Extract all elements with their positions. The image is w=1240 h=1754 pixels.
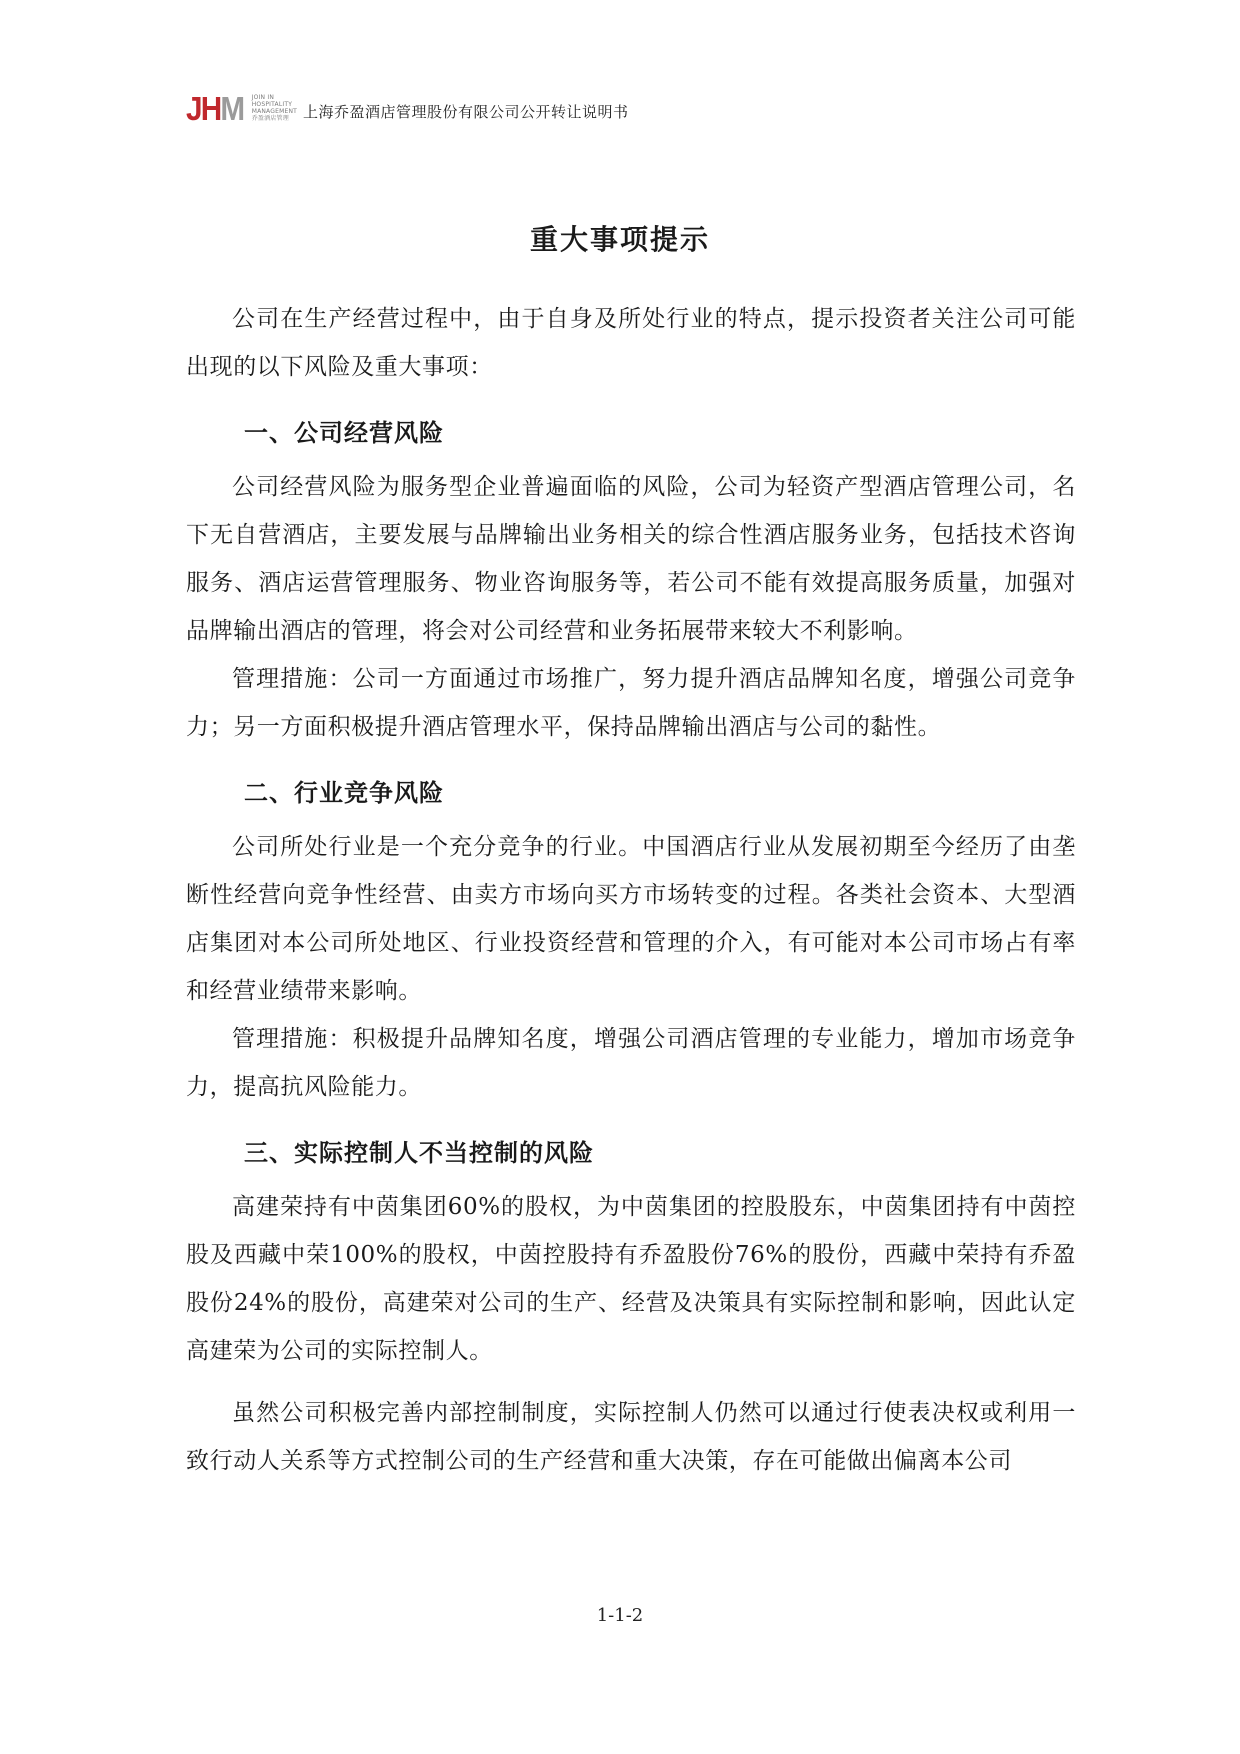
logo-text: JHM bbox=[186, 89, 244, 127]
page-title: 重大事项提示 bbox=[529, 223, 710, 256]
logo-subtext bbox=[252, 94, 297, 122]
section-control-risk bbox=[186, 1129, 1076, 1485]
logo-sub-line: HOSPITALITY bbox=[251, 101, 293, 108]
section-competition-risk bbox=[186, 769, 1076, 1111]
section-paragraph: 管理措施：积极提升品牌知名度，增强公司酒店管理的专业能力，增加市场竞争力，提高抗风险能力。 bbox=[186, 1026, 1076, 1100]
page-number: 1-1-2 bbox=[596, 1605, 644, 1626]
document-body bbox=[186, 295, 1076, 1485]
section-paragraph: 高建荣持有中茵集团60%的股权，为中茵集团的控股股东，中茵集团持有中茵控股及西藏中荣100%的股权，中茵控股持有乔盈股份76%的股份，西藏中荣持有乔盈股份24%的股份，高建荣对公司的生产、经营及决策具有实际控制和影响，因此认定高建荣为公司的实际控制人。 bbox=[186, 1194, 1076, 1364]
page-header bbox=[186, 88, 629, 128]
header-title: 上海乔盈酒店管理股份有限公司公开转让说明书 bbox=[303, 102, 629, 121]
section-paragraph: 管理措施：公司一方面通过市场推广，努力提升酒店品牌知名度，增强公司竞争力；另一方面积极提升酒店管理水平，保持品牌输出酒店与公司的黏性。 bbox=[186, 666, 1076, 740]
section-paragraph: 公司所处行业是一个充分竞争的行业。中国酒店行业从发展初期至今经历了由垄断性经营向竞争性经营、由卖方市场向买方市场转变的过程。各类社会资本、大型酒店集团对本公司所处地区、行业投资经营和管理的介入，有可能对本公司市场占有率和经营业绩带来影响。 bbox=[186, 834, 1076, 1004]
section-heading: 一、公司经营风险 bbox=[244, 419, 444, 447]
intro-paragraph: 公司在生产经营过程中，由于自身及所处行业的特点，提示投资者关注公司可能出现的以下风险及重大事项： bbox=[186, 306, 1076, 380]
section-heading: 三、实际控制人不当控制的风险 bbox=[244, 1139, 594, 1167]
section-paragraph: 虽然公司积极完善内部控制制度，实际控制人仍然可以通过行使表决权或利用一致行动人关系等方式控制公司的生产经营和重大决策，存在可能做出偏离本公司 bbox=[186, 1400, 1076, 1474]
company-logo bbox=[186, 89, 244, 127]
logo-sub-line: 乔盈酒店管理 bbox=[251, 115, 289, 122]
section-operating-risk bbox=[186, 409, 1076, 751]
section-heading: 二、行业竞争风险 bbox=[244, 779, 444, 807]
logo-sub-line: JOIN IN bbox=[251, 94, 275, 101]
paragraph-gap bbox=[186, 1375, 1076, 1389]
section-paragraph: 公司经营风险为服务型企业普遍面临的风险，公司为轻资产型酒店管理公司，名下无自营酒店，主要发展与品牌输出业务相关的综合性酒店服务业务，包括技术咨询服务、酒店运营管理服务、物业咨询服务等，若公司不能有效提高服务质量，加强对品牌输出酒店的管理，将会对公司经营和业务拓展带来较大不利影响。 bbox=[186, 474, 1076, 644]
logo-sub-line: MANAGEMENT bbox=[251, 108, 298, 115]
